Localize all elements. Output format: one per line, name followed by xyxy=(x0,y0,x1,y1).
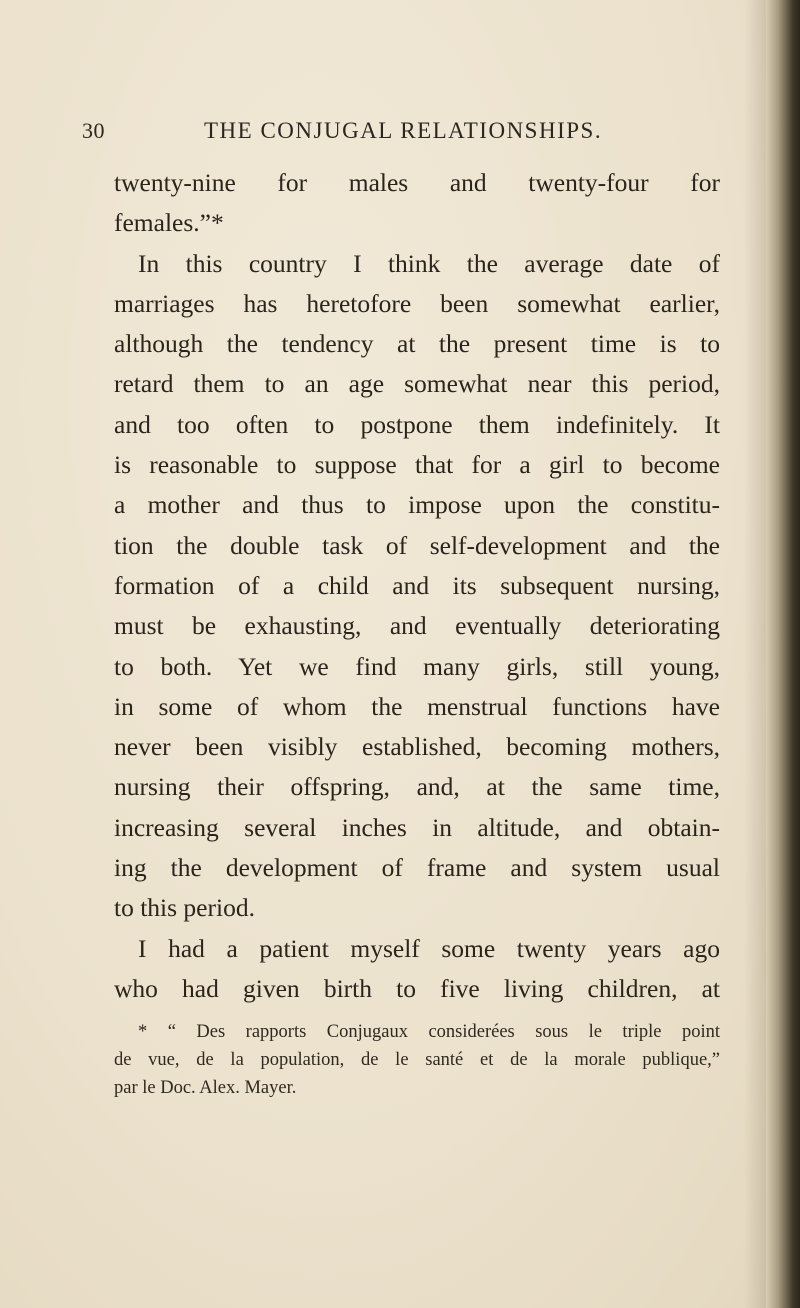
page-number: 30 xyxy=(82,118,105,143)
text-line: retard them to an age somewhat near this period, xyxy=(114,369,720,399)
binding-edge xyxy=(766,0,800,1308)
text-line: formation of a child and its subsequent nursing, xyxy=(114,570,720,600)
text-line: must be exhausting, and eventually deteriorating xyxy=(114,611,720,641)
text-line: nursing their offspring, and, at the same time, xyxy=(114,772,720,802)
text-line: in some of whom the menstrual functions have xyxy=(114,691,720,721)
text-line: increasing several inches in altitude, and obtain- xyxy=(114,812,720,842)
text-line: I had a patient myself some twenty years ago xyxy=(138,933,720,963)
footnote-line: par le Doc. Alex. Mayer. xyxy=(114,1078,297,1098)
text-line: a mother and thus to impose upon the constitu- xyxy=(114,490,720,520)
text-line: tion the double task of self-development and the xyxy=(114,530,720,560)
text-line: who had given birth to five living children, at xyxy=(114,973,720,1003)
text-line: is reasonable to suppose that for a girl to become xyxy=(114,450,720,480)
body-text xyxy=(114,163,720,1009)
text-line: ing the development of frame and system usual xyxy=(114,853,720,883)
footnote xyxy=(114,1018,720,1102)
text-line: In this country I think the average date of xyxy=(138,248,720,278)
text-line: never been visibly established, becoming mothers, xyxy=(114,732,720,762)
footnote-line: * “ Des rapports Conjugaux considerées sous le triple point xyxy=(138,1022,720,1042)
page-header xyxy=(82,118,742,158)
running-head: THE CONJUGAL RELATIONSHIPS. xyxy=(204,118,603,143)
text-line: to this period. xyxy=(114,893,255,923)
footnote-line: de vue, de la population, de le santé et de la morale publique,” xyxy=(114,1050,720,1070)
text-line: twenty-nine for males and twenty-four for xyxy=(114,168,720,197)
binding-shadow xyxy=(744,0,766,1308)
text-line: and too often to postpone them indefinitely. It xyxy=(114,409,720,439)
text-line: to both. Yet we find many girls, still young, xyxy=(114,651,720,681)
text-line: marriages has heretofore been somewhat earlier, xyxy=(114,288,720,318)
text-line: females.”* xyxy=(114,208,224,238)
text-line: although the tendency at the present time is to xyxy=(114,329,720,359)
